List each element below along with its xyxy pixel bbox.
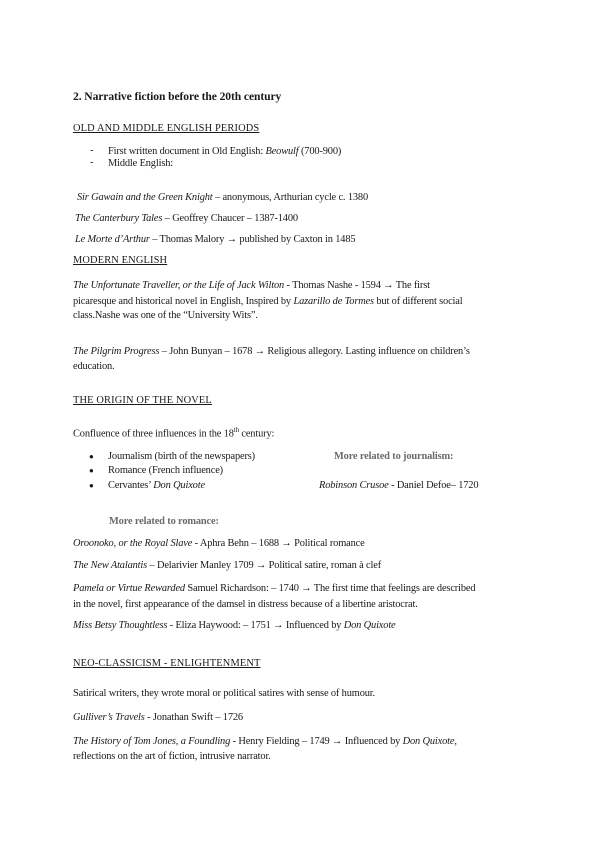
- entry-pamela-line-1: Pamela or Virtue Rewarded Samuel Richardson: – 1740 → The first time that feelings are described: [73, 583, 476, 594]
- entry-morte-darthur: Le Morte d’Arthur – Thomas Malory → published by Caxton in 1485: [75, 234, 356, 245]
- entry-betsy-thoughtless: Miss Betsy Thoughtless - Eliza Haywood: – 1751 → Influenced by Don Quixote: [73, 620, 396, 631]
- list-item-old-english: First written document in Old English: Beowulf (700-900): [108, 146, 342, 157]
- section-old-middle-english: OLD AND MIDDLE ENGLISH PERIODS: [73, 123, 260, 134]
- entry-robinson-crusoe: Robinson Crusoe - Daniel Defoe– 1720: [319, 480, 479, 491]
- entry-gawain: Sir Gawain and the Green Knight – anonymous, Arthurian cycle c. 1380: [77, 192, 369, 203]
- entry-tom-jones-line-1: The History of Tom Jones, a Foundling - Henry Fielding – 1749 → Influenced by Don Quixote,: [73, 736, 457, 747]
- page-title: 2. Narrative fiction before the 20th century: [73, 90, 282, 103]
- heading-journalism: More related to journalism:: [334, 451, 454, 462]
- list-item-middle-english: Middle English:: [108, 158, 174, 169]
- entry-nashe-line-3: class.Nashe was one of the “University Wits”.: [73, 310, 258, 321]
- section-neo-classicism: NEO-CLASSICISM - ENLIGHTENMENT: [73, 658, 261, 669]
- confluence-text: Confluence of three influences in the 18th century:: [73, 426, 275, 440]
- bullet-romance: Romance (French influence): [108, 465, 223, 476]
- bullet-icon: ●: [89, 452, 94, 461]
- entry-canterbury: The Canterbury Tales – Geoffrey Chaucer – 1387-1400: [75, 213, 298, 224]
- satirical-text: Satirical writers, they wrote moral or political satires with sense of humour.: [73, 688, 375, 699]
- entry-gulliver: Gulliver’s Travels - Jonathan Swift – 1726: [73, 712, 243, 723]
- bullet-icon: ●: [89, 466, 94, 475]
- entry-new-atalantis: The New Atalantis – Delarivier Manley 1709 → Political satire, roman à clef: [73, 560, 382, 571]
- entry-pilgrim-line-2: education.: [73, 361, 115, 372]
- list-dash: -: [90, 145, 94, 156]
- list-dash: -: [90, 157, 94, 168]
- entry-nashe-line-1: The Unfortunate Traveller, or the Life of Jack Wilton - Thomas Nashe - 1594 → The first: [73, 280, 430, 291]
- entry-oroonoko: Oroonoko, or the Royal Slave - Aphra Behn – 1688 → Political romance: [73, 538, 365, 549]
- bullet-cervantes: Cervantes’ Don Quixote: [108, 480, 205, 491]
- bullet-journalism: Journalism (birth of the newspapers): [108, 451, 255, 462]
- entry-tom-jones-line-2: reflections on the art of fiction, intrusive narrator.: [73, 751, 271, 762]
- entry-pamela-line-2: in the novel, first appearance of the damsel in distress because of a libertine aristocrat.: [73, 599, 418, 610]
- entry-pilgrim-line-1: The Pilgrim Progress – John Bunyan – 1678 → Religious allegory. Lasting influence on children’s: [73, 346, 470, 357]
- section-origin-novel: THE ORIGIN OF THE NOVEL: [73, 395, 212, 406]
- heading-romance: More related to romance:: [109, 516, 219, 527]
- section-modern-english: MODERN ENGLISH: [73, 255, 168, 266]
- entry-nashe-line-2: picaresque and historical novel in English, Inspired by Lazarillo de Tormes but of different social: [73, 296, 463, 307]
- bullet-icon: ●: [89, 481, 94, 490]
